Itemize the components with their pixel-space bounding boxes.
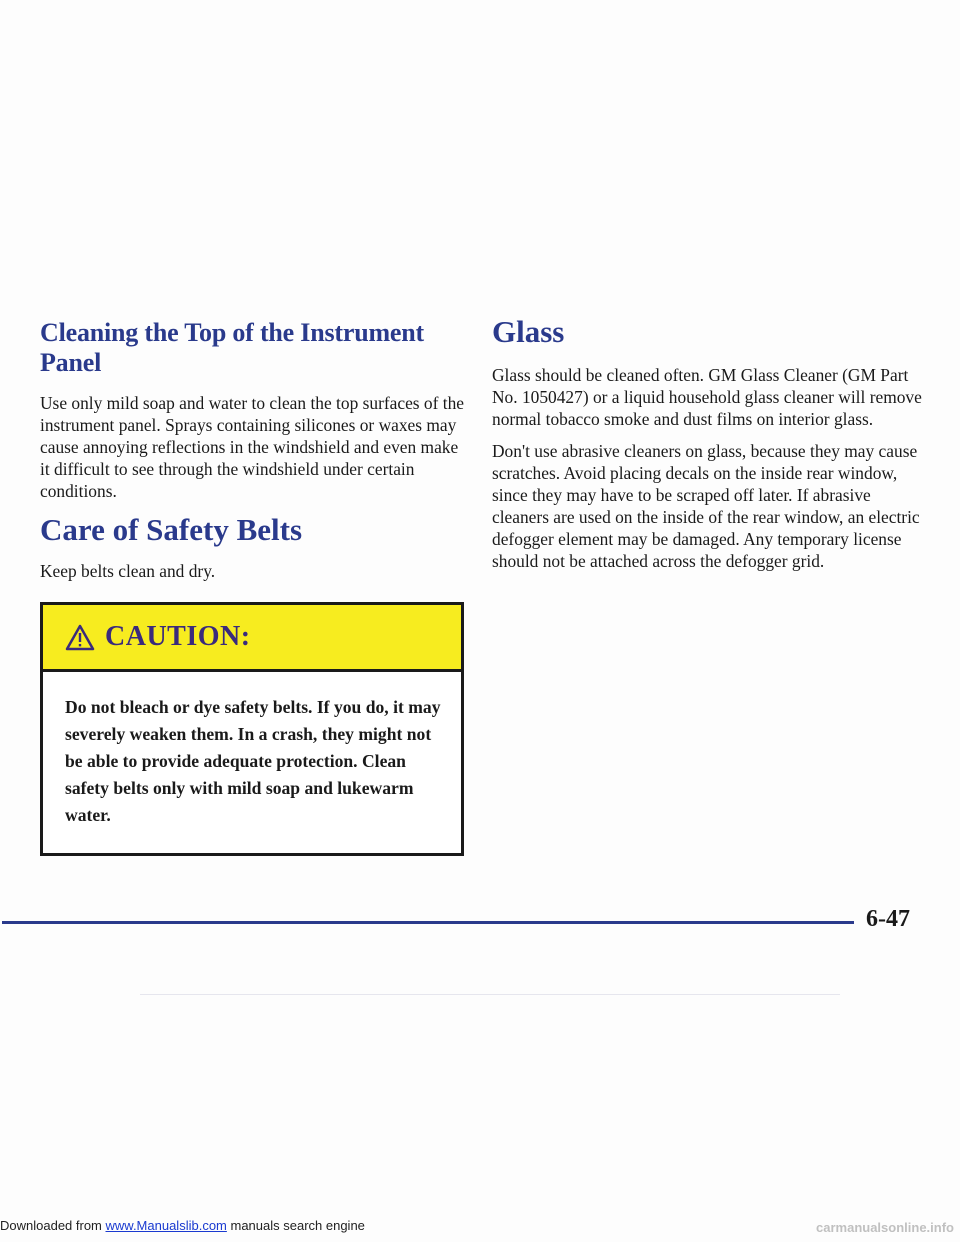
banner-suffix: manuals search engine: [226, 1218, 365, 1233]
page-number: 6-47: [866, 906, 910, 932]
scan-line: [140, 994, 840, 995]
caution-label: CAUTION:: [105, 621, 251, 652]
caution-text: Do not bleach or dye safety belts. If you do, it may severely weaken them. In a crash, they might not be able to provide adequate protection. Clean safety belts only with mild soap and lukewarm water.: [65, 697, 441, 825]
heading-safety-belts: Care of Safety Belts: [40, 512, 303, 547]
caution-header: [43, 605, 461, 672]
watermark: carmanualsonline.info: [816, 1220, 954, 1235]
left-column: [40, 318, 468, 856]
paragraph-instrument-panel: Use only mild soap and water to clean the top surfaces of the instrument panel. Sprays containing silicones or waxes may cause annoying reflections in the windshield and even make it difficult to see through the windshield under certain conditions.: [40, 393, 465, 501]
paragraph-glass-1: Glass should be cleaned often. GM Glass Cleaner (GM Part No. 1050427) or a liquid household glass cleaner will remove normal tobacco smoke and dust films on interior glass.: [492, 365, 922, 429]
footer-rule: [2, 921, 854, 924]
paragraph-safety-belts: Keep belts clean and dry.: [40, 561, 216, 581]
manualslib-link[interactable]: www.Manualslib.com: [105, 1218, 227, 1233]
heading-glass: Glass: [492, 314, 565, 349]
paragraph-glass-2: Don't use abrasive cleaners on glass, because they may cause scratches. Avoid placing decals on the inside rear window, since they may have to be scraped off later. If abrasive cleaners are used on the inside of the rear window, an electric defogger element may be damaged. Any temporary license should not be attached across the defogger grid.: [492, 441, 920, 571]
banner-prefix: Downloaded from: [0, 1218, 106, 1233]
download-banner: [0, 1218, 365, 1233]
caution-box: [40, 602, 464, 856]
warning-triangle-icon: [65, 624, 95, 651]
heading-instrument-panel: Cleaning the Top of the Instrument Panel: [40, 318, 424, 377]
right-column: [492, 314, 932, 582]
